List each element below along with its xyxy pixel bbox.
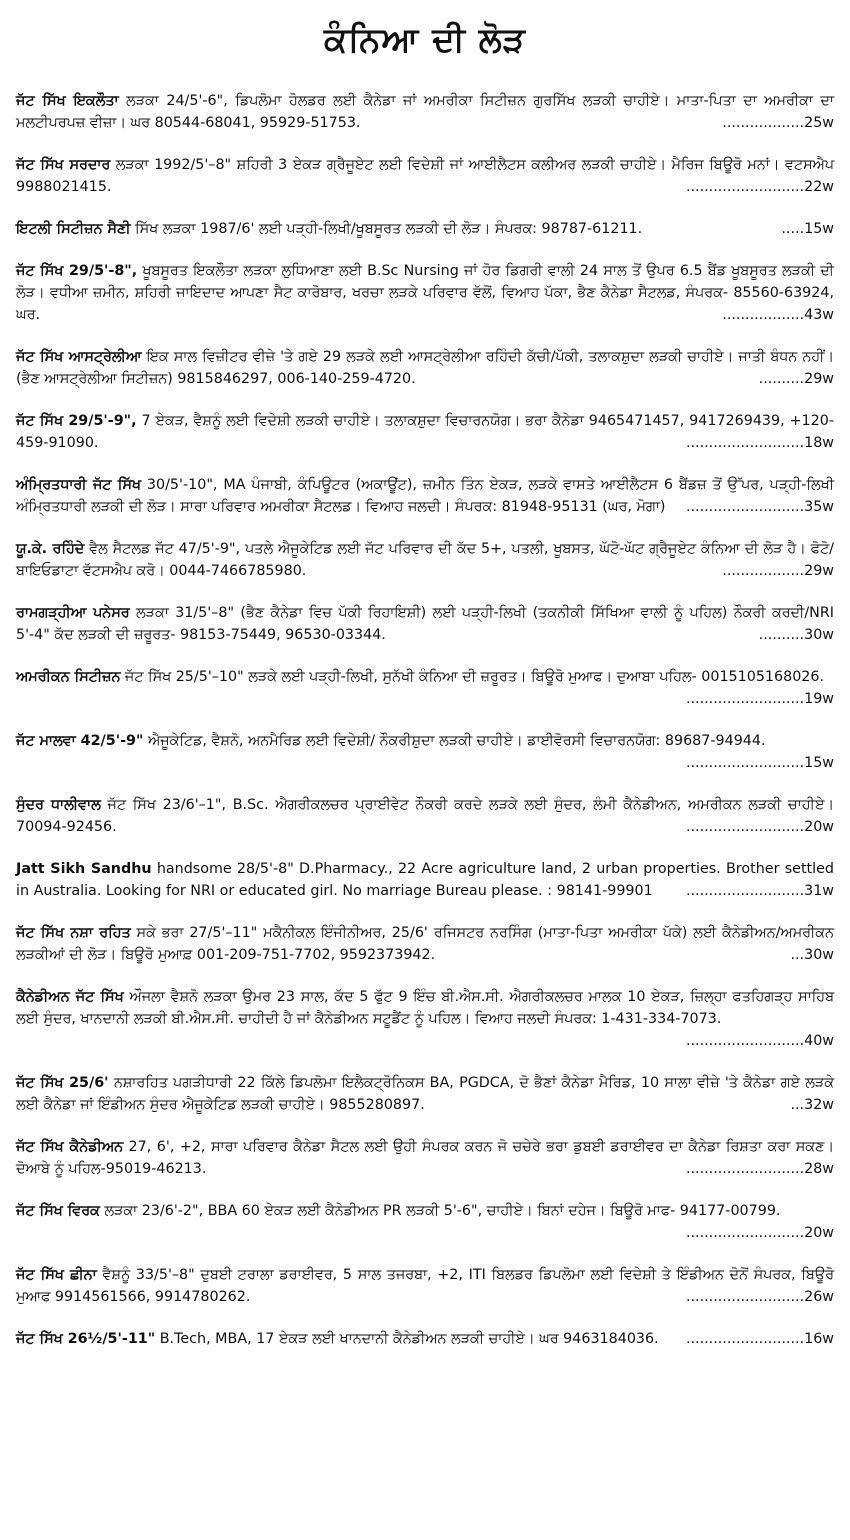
- ad-word-count: ..........30w: [758, 627, 834, 643]
- ad-lead: ਜੱਟ ਸਿੱਖ ਸਰਦਾਰ: [16, 157, 111, 173]
- classified-ad: [16, 1136, 834, 1180]
- ad-word-count: ..........................40w: [685, 1033, 834, 1049]
- classified-ad: [16, 1328, 834, 1350]
- ad-word-count: ..........................19w: [685, 691, 834, 707]
- classified-ad: [16, 154, 834, 198]
- classified-ad: [16, 218, 834, 240]
- ad-lead: ਜੱਟ ਸਿੱਖ 26½/5'-11": [16, 1331, 156, 1347]
- classified-ad: [16, 260, 834, 326]
- ad-text: ਨਸ਼ਾਰਹਿਤ ਪਗੜੀਧਾਰੀ 22 ਕਿੱਲੇ ਡਿਪਲੋਮਾ ਇਲੈਕਟ੍ਰੋਨਿਕਸ BA, PGDCA, ਦੋ ਭੈਣਾਂ ਕੈਨੇਡਾ ਮੈਰਿਡ, 10 ਸਾਲਾ ਵੀਜ਼ੇ 'ਤੇ ਕੈਨੇਡਾ ਗਏ ਲੜਕੇ ਲਈ ਕੈਨੇਡਾ ਜਾਂ ਇੰਡੀਅਨ ਸੁੰਦਰ ਐਜੂਕੇਟਿਡ ਲੜਕੀ ਚਾਹੀਏ। 9855280897.: [16, 1075, 835, 1113]
- ad-text: 7 ਏਕੜ, ਵੈਸ਼ਨੂੰ ਲਈ ਵਿਦੇਸ਼ੀ ਲੜਕੀ ਚਾਹੀਏ। ਤਲਾਕਸ਼ੁਦਾ ਵਿਚਾਰਨਯੋਗ। ਭਰਾ ਕੈਨੇਡਾ 9465471457, 9417269439, +120-459-91090.: [16, 413, 834, 451]
- ad-lead: ਜੱਟ ਸਿੱਖ ਇਕਲੌਤਾ: [16, 93, 119, 109]
- ad-word-count: ..........................16w: [685, 1331, 834, 1347]
- ad-text: handsome 28/5'-8" D.Pharmacy., 22 Acre agriculture land, 2 urban properties. Brother settled in Australia. Looking for NRI or educated girl. No marriage Bureau please. : 98141-99901: [16, 861, 834, 899]
- ad-word-count: .....15w: [781, 221, 834, 237]
- ad-word-count: ...30w: [790, 947, 834, 963]
- ad-text: ਲੜਕਾ 31/5'–8" (ਭੈਣ ਕੈਨੇਡਾ ਵਿਚ ਪੱਕੀ ਰਿਹਾਇਸ਼ੀ) ਲਈ ਪੜ੍ਹੀ-ਲਿਖੀ (ਤਕਨੀਕੀ ਸਿੱਖਿਆ ਵਾਲੀ ਨੂੰ ਪਹਿਲ) ਨੌਕਰੀ ਕਰਦੀ/NRI 5'-4" ਕੱਦ ਲੜਕੀ ਦੀ ਜ਼ਰੂਰਤ- 98153-75449, 96530-03344.: [16, 605, 834, 643]
- ad-lead: ਯੂ.ਕੇ. ਰਹਿੰਦੇ: [16, 541, 85, 557]
- ad-lead: ਸੁੰਦਰ ਧਾਲੀਵਾਲ: [16, 797, 101, 813]
- classified-ad: [16, 666, 834, 710]
- ad-lead: ਜੱਟ ਸਿੱਖ 25/6': [16, 1075, 109, 1091]
- ad-text: ਖੂਬਸੂਰਤ ਇਕਲੌਤਾ ਲੜਕਾ ਲੁਧਿਆਣਾ ਲਈ B.Sc Nursing ਜਾਂ ਹੋਰ ਡਿਗਰੀ ਵਾਲੀ 24 ਸਾਲ ਤੋਂ ਉਪਰ 6.5 ਬੈਂਡ ਖੂਬਸੂਰਤ ਲੜਕੀ ਦੀ ਲੋੜ। ਵਧੀਆ ਜ਼ਮੀਨ, ਸ਼ਹਿਰੀ ਜਾਇਦਾਦ ਆਪਣਾ ਸੈਟ ਕਾਰੋਬਾਰ, ਖਰਚਾ ਲੜਕੇ ਪਰਿਵਾਰ ਵੱਲੋਂ, ਵਿਆਹ ਪੱਕਾ, ਭੈਣ ਕੈਨੇਡਾ ਸੈਟਲਡ, ਸੰਪਰਕ- 85560-63924, ਘਰ.: [16, 263, 834, 323]
- ad-text: ਵੈਲ ਸੈਟਲਡ ਜੱਟ 47/5'-9", ਪਤਲੇ ਐਜੂਕੇਟਿਡ ਲਈ ਜੱਟ ਪਰਿਵਾਰ ਦੀ ਕੱਦ 5+, ਪਤਲੀ, ਖੂਬਸਤ, ਘੱਟੋ-ਘੱਟ ਗ੍ਰੈਜੂਏਟ ਕੰਨਿਆ ਦੀ ਲੋੜ ਹੈ। ਫੋਟੋ/ਬਾਇਓਡਾਟਾ ਵੱਟਸਐਪ ਕਰੋ। 0044-7466785980.: [16, 541, 834, 579]
- classified-ad: [16, 474, 834, 518]
- ads-list: [16, 90, 834, 1350]
- ad-text: ਲੜਕਾ 23/6'-2", BBA 60 ਏਕੜ ਲਈ ਕੈਨੇਡੀਅਨ PR ਲੜਕੀ 5'-6", ਚਾਹੀਏ। ਬਿਨਾਂ ਦਹੇਜ। ਬਿਊਰੋ ਮਾਫ- 94177-00799.: [99, 1203, 781, 1219]
- ad-word-count: ..........................31w: [685, 883, 834, 899]
- ad-text: 30/5'-10", MA ਪੰਜਾਬੀ, ਕੰਪਿਊਟਰ (ਅਕਾਊਂਟ), ਜ਼ਮੀਨ ਤਿੰਨ ਏਕੜ, ਲੜਕੇ ਵਾਸਤੇ ਆਈਲੈਟਸ 6 ਬੈਂਡਜ਼ ਤੋਂ ਉੱਪਰ, ਪੜ੍ਹੀ-ਲਿਖੀ ਅੰਮ੍ਰਿਤਧਾਰੀ ਲੜਕੀ ਦੀ ਲੋੜ। ਸਾਰਾ ਪਰਿਵਾਰ ਅਮਰੀਕਾ ਸੈਟਲਡ। ਵਿਆਹ ਜਲਦੀ। ਸੰਪਰਕ: 81948-95131 (ਘਰ, ਮੋਗਾ): [16, 477, 834, 515]
- classified-ad: [16, 1200, 834, 1244]
- ad-word-count: ..........................18w: [685, 435, 834, 451]
- ad-lead: ਜੱਟ ਸਿੱਖ ਛੀਨਾ: [16, 1267, 97, 1283]
- ad-word-count: ..........................35w: [685, 499, 834, 515]
- ad-text: ਔਜਲਾ ਵੈਸ਼ਨੋ ਲੜਕਾ ਉਮਰ 23 ਸਾਲ, ਕੱਦ 5 ਫੁੱਟ 9 ਇੰਚ ਬੀ.ਐਸ.ਸੀ. ਐਗਰੀਕਲਚਰ ਮਾਲਕ 10 ਏਕੜ, ਜ਼ਿਲ੍ਹਾ ਫਤਹਿਗੜ੍ਹ ਸਾਹਿਬ ਲਈ ਸੁੰਦਰ, ਖਾਨਦਾਨੀ ਲੜਕੀ ਬੀ.ਐਸ.ਸੀ. ਚਾਹੀਦੀ ਹੈ ਜਾਂ ਕੈਨੇਡੀਅਨ ਸਟੂਡੈਂਟ ਨੂੰ ਪਹਿਲ। ਵਿਆਹ ਜਲਦੀ ਸੰਪਰਕ: 1-431-334-7073.: [16, 989, 834, 1027]
- classified-ad: [16, 730, 834, 774]
- ad-lead: ਅੰਮ੍ਰਿਤਧਾਰੀ ਜੱਟ ਸਿੱਖ: [16, 477, 141, 493]
- classified-ad: [16, 1264, 834, 1308]
- classified-ad: [16, 602, 834, 646]
- ad-text: ਐਜੂਕੇਟਿਡ, ਵੈਸ਼ਨੋ, ਅਨਮੈਰਿਡ ਲਈ ਵਿਦੇਸ਼ੀ/ ਨੌਕਰੀਸ਼ੁਦਾ ਲੜਕੀ ਚਾਹੀਏ। ਡਾਈਵੋਰਸੀ ਵਿਚਾਰਨਯੋਗ: 89687-94944.: [143, 733, 766, 749]
- ad-lead: ਜੱਟ ਸਿੱਖ ਵਿਰਕ: [16, 1203, 100, 1219]
- ad-text: B.Tech, MBA, 17 ਏਕੜ ਲਈ ਖਾਨਦਾਨੀ ਕੈਨੇਡੀਅਨ ਲੜਕੀ ਚਾਹੀਏ। ਘਰ 9463184036.: [155, 1331, 659, 1347]
- classified-ad: [16, 538, 834, 582]
- ad-word-count: ..........................15w: [685, 755, 834, 771]
- ad-word-count: ..................43w: [722, 307, 834, 323]
- ad-lead: ਕੈਨੇਡੀਅਨ ਜੱਟ ਸਿੱਖ: [16, 989, 124, 1005]
- ad-text: ਲੜਕਾ 24/5'-6", ਡਿਪਲੋਮਾ ਹੋਲਡਰ ਲਈ ਕੈਨੇਡਾ ਜਾਂ ਅਮਰੀਕਾ ਸਿਟੀਜ਼ਨ ਗੁਰਸਿੱਖ ਲੜਕੀ ਚਾਹੀਏ। ਮਾਤਾ-ਪਿਤਾ ਦਾ ਅਮਰੀਕਾ ਦਾ ਮਲਟੀਪਰਪਜ਼ ਵੀਜ਼ਾ। ਘਰ 80544-68041, 95929-51753.: [16, 93, 834, 131]
- classified-ad: [16, 858, 834, 902]
- ad-word-count: ..........................20w: [685, 1225, 834, 1241]
- ad-text: ਲੜਕਾ 1992/5'–8" ਸ਼ਹਿਰੀ 3 ਏਕੜ ਗ੍ਰੈਜੂਏਟ ਲਈ ਵਿਦੇਸ਼ੀ ਜਾਂ ਆਈਲੈਟਸ ਕਲੀਅਰ ਲੜਕੀ ਚਾਹੀਏ। ਮੈਰਿਜ ਬਿਊਰੋ ਮਨਾਂ। ਵਟਸਐਪ 9988021415.: [16, 157, 834, 195]
- ad-text: 27, 6', +2, ਸਾਰਾ ਪਰਿਵਾਰ ਕੈਨੇਡਾ ਸੈਟਲ ਲਈ ਉਹੀ ਸੰਪਰਕ ਕਰਨ ਜੋ ਚਚੇਰੇ ਭਰਾ ਡੁਬਈ ਡਰਾਈਵਰ ਦਾ ਕੈਨੇਡਾ ਰਿਸ਼ਤਾ ਕਰਾ ਸਕਣ। ਦੋਆਬੇ ਨੂੰ ਪਹਿਲ-95019-46213.: [16, 1139, 834, 1177]
- ad-lead: ਜੱਟ ਸਿੱਖ 29/5'-9",: [16, 413, 137, 429]
- ad-word-count: ..........................26w: [685, 1289, 834, 1305]
- ad-lead: ਰਾਮਗੜ੍ਹੀਆ ਪਨੇਸਰ: [16, 605, 130, 621]
- ad-word-count: ..................25w: [722, 115, 834, 131]
- ad-word-count: ..........................28w: [685, 1161, 834, 1177]
- ad-word-count: ...32w: [790, 1097, 834, 1113]
- ad-text: ਜੱਟ ਸਿੱਖ 23/6'–1", B.Sc. ਐਗਰੀਕਲਚਰ ਪ੍ਰਾਈਵੇਟ ਨੌਕਰੀ ਕਰਦੇ ਲੜਕੇ ਲਈ ਸੁੰਦਰ, ਲੰਮੀ ਕੈਨੇਡੀਅਨ, ਅਮਰੀਕਨ ਲੜਕੀ ਚਾਹੀਏ। 70094-92456.: [16, 797, 834, 835]
- classified-ad: [16, 90, 834, 134]
- classified-ad: [16, 410, 834, 454]
- classified-ad: [16, 346, 834, 390]
- ad-lead: ਜੱਟ ਮਾਲਵਾ 42/5'-9": [16, 733, 144, 749]
- ad-word-count: ..................29w: [722, 563, 834, 579]
- ad-text: ਵੈਸ਼ਨੂੰ 33/5'–8" ਦੁਬਈ ਟਰਾਲਾ ਡਰਾਈਵਰ, 5 ਸਾਲ ਤਜਰਬਾ, +2, ITI ਬਿਲਡਰ ਡਿਪਲੋਮਾ ਲਈ ਵਿਦੇਸ਼ੀ ਤੇ ਇੰਡੀਅਨ ਦੋਨੋਂ ਸੰਪਰਕ, ਬਿਊਰੋ ਮੁਆਫ 9914561566, 9914780262.: [16, 1267, 834, 1305]
- ad-lead: ਜੱਟ ਸਿੱਖ ਕੈਨੇਡੀਅਨ: [16, 1139, 124, 1155]
- classified-ad: [16, 986, 834, 1052]
- ad-word-count: ..........................20w: [685, 819, 834, 835]
- page-title: ਕੰਨਿਆ ਦੀ ਲੋੜ: [324, 20, 526, 60]
- ad-lead: ਇਟਲੀ ਸਿਟੀਜ਼ਨ ਸੈਣੀ: [16, 221, 131, 237]
- ad-lead: ਜੱਟ ਸਿੱਖ ਨਸ਼ਾ ਰਹਿਤ: [16, 925, 131, 941]
- classified-ad: [16, 1072, 834, 1116]
- classified-ad: [16, 922, 834, 966]
- ad-word-count: ..........................22w: [685, 179, 834, 195]
- ad-lead: Jatt Sikh Sandhu: [16, 861, 152, 877]
- ad-text: ਜੱਟ ਸਿੱਖ 25/5'–10" ਲੜਕੇ ਲਈ ਪੜ੍ਹੀ-ਲਿਖੀ, ਸੁਨੱਖੀ ਕੰਨਿਆ ਦੀ ਜ਼ਰੂਰਤ। ਬਿਊਰੋ ਮੁਆਫ। ਦੁਆਬਾ ਪਹਿਲ- 0015105168026.: [120, 669, 825, 685]
- ad-text: ਸਿੱਖ ਲੜਕਾ 1987/6' ਲਈ ਪੜ੍ਹੀ-ਲਿਖੀ/ਖੂਬਸੂਰਤ ਲੜਕੀ ਦੀ ਲੋੜ। ਸੰਪਰਕ: 98787-61211.: [130, 221, 643, 237]
- ad-text: ਸਕੇ ਭਰਾ 27/5'–11" ਮਕੈਨੀਕਲ ਇੰਜੀਨੀਅਰ, 25/6' ਰਜਿਸਟਰ ਨਰਸਿੰਗ (ਮਾਤਾ-ਪਿਤਾ ਅਮਰੀਕਾ ਪੱਕੇ) ਲਈ ਕੈਨੇਡੀਅਨ/ਅਮਰੀਕਨ ਲੜਕੀਆਂ ਦੀ ਲੋੜ। ਬਿਊਰੋ ਮੁਆਫ਼ 001-209-751-7702, 9592373942.: [16, 925, 834, 963]
- ad-text: ਇਕ ਸਾਲ ਵਿਜ਼ੀਟਰ ਵੀਜ਼ੇ 'ਤੇ ਗਏ 29 ਲੜਕੇ ਲਈ ਆਸਟ੍ਰੇਲੀਆ ਰਹਿੰਦੀ ਕੱਚੀ/ਪੱਕੀ, ਤਲਾਕਸ਼ੁਦਾ ਲੜਕੀ ਚਾਹੀਏ। ਜਾਤੀ ਬੰਧਨ ਨਹੀਂ। (ਭੈਣ ਆਸਟ੍ਰੇਲੀਆ ਸਿਟੀਜ਼ਨ) 9815846297, 006-140-259-4720.: [16, 349, 834, 387]
- ad-lead: ਜੱਟ ਸਿੱਖ ਆਸਟ੍ਰੇਲੀਆ: [16, 349, 142, 365]
- classified-ad: [16, 794, 834, 838]
- ad-lead: ਅਮਰੀਕਨ ਸਿਟੀਜ਼ਨ: [16, 669, 121, 685]
- ad-lead: ਜੱਟ ਸਿੱਖ 29/5'-8",: [16, 263, 138, 279]
- ad-word-count: ..........29w: [758, 371, 834, 387]
